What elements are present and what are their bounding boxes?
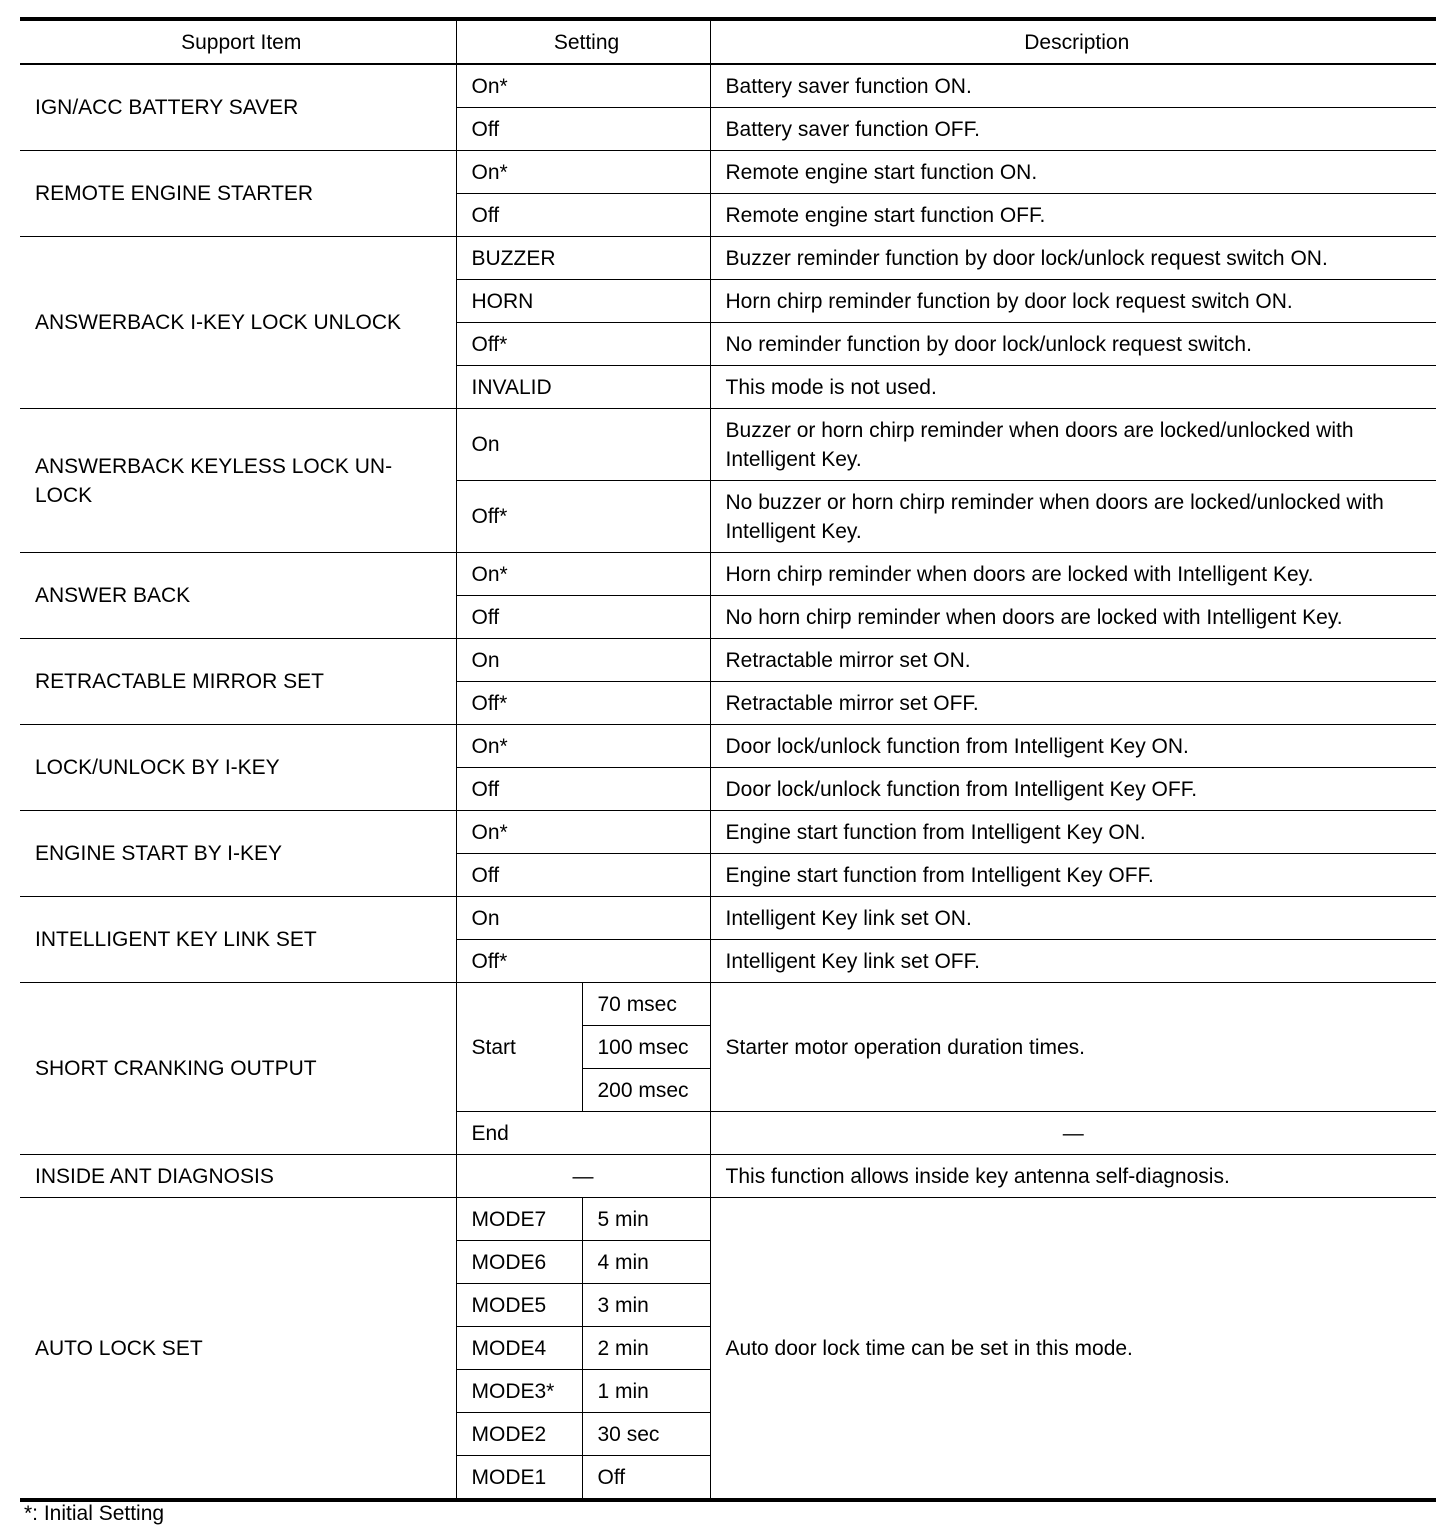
setting-cell: Off* — [456, 940, 710, 983]
mode-cell: MODE3* — [456, 1370, 582, 1413]
description-cell: Horn chirp reminder function by door lock request switch ON. — [710, 280, 1436, 323]
header-support-item: Support Item — [20, 19, 456, 64]
description-cell: Door lock/unlock function from Intelligent Key ON. — [710, 725, 1436, 768]
setting-cell: — — [456, 1155, 710, 1198]
mode-value-cell: 1 min — [582, 1370, 710, 1413]
description-cell: Intelligent Key link set ON. — [710, 897, 1436, 940]
support-item-cell: RETRACTABLE MIRROR SET — [20, 639, 456, 725]
setting-cell: Off — [456, 596, 710, 639]
setting-cell: Off — [456, 854, 710, 897]
support-item-cell: ANSWER BACK — [20, 553, 456, 639]
mode-cell: MODE4 — [456, 1327, 582, 1370]
description-cell: Buzzer or horn chirp reminder when doors are locked/unlocked with Intelligent Key. — [710, 409, 1436, 481]
setting-cell: HORN — [456, 280, 710, 323]
support-item-cell: AUTO LOCK SET — [20, 1198, 456, 1501]
table-row — [20, 151, 1436, 194]
description-cell: Buzzer reminder function by door lock/unlock request switch ON. — [710, 237, 1436, 280]
support-item-cell: INTELLIGENT KEY LINK SET — [20, 897, 456, 983]
mode-cell: MODE7 — [456, 1198, 582, 1241]
setting-cell: On* — [456, 151, 710, 194]
setting-cell: On* — [456, 64, 710, 108]
setting-cell: Off* — [456, 323, 710, 366]
setting-cell: On — [456, 639, 710, 682]
table-row — [20, 983, 1436, 1026]
setting-value-cell: 200 msec — [582, 1069, 710, 1112]
setting-value-cell: 70 msec — [582, 983, 710, 1026]
support-item-cell: LOCK/UNLOCK BY I-KEY — [20, 725, 456, 811]
setting-cell: End — [456, 1112, 710, 1155]
support-item-cell: IGN/ACC BATTERY SAVER — [20, 64, 456, 151]
setting-cell: On* — [456, 811, 710, 854]
setting-cell: BUZZER — [456, 237, 710, 280]
table-row — [20, 1155, 1436, 1198]
mode-cell: MODE6 — [456, 1241, 582, 1284]
mode-value-cell: 4 min — [582, 1241, 710, 1284]
description-cell: Starter motor operation duration times. — [710, 983, 1436, 1112]
support-item-cell: INSIDE ANT DIAGNOSIS — [20, 1155, 456, 1198]
table-row — [20, 725, 1436, 768]
description-cell: Engine start function from Intelligent Key OFF. — [710, 854, 1436, 897]
description-cell: No reminder function by door lock/unlock request switch. — [710, 323, 1436, 366]
table-row — [20, 897, 1436, 940]
table-row — [20, 237, 1436, 280]
description-cell: No buzzer or horn chirp reminder when doors are locked/unlocked with Intelligent Key. — [710, 481, 1436, 553]
setting-cell: On* — [456, 725, 710, 768]
mode-value-cell: 5 min — [582, 1198, 710, 1241]
mode-value-cell: Off — [582, 1456, 710, 1501]
description-cell: This function allows inside key antenna self-diagnosis. — [710, 1155, 1436, 1198]
description-cell: Remote engine start function OFF. — [710, 194, 1436, 237]
setting-value-cell: 100 msec — [582, 1026, 710, 1069]
mode-value-cell: 2 min — [582, 1327, 710, 1370]
setting-cell: Start — [456, 983, 582, 1112]
setting-cell: Off — [456, 768, 710, 811]
description-cell: Intelligent Key link set OFF. — [710, 940, 1436, 983]
setting-cell: INVALID — [456, 366, 710, 409]
setting-cell: Off — [456, 194, 710, 237]
table-header-row — [20, 19, 1436, 64]
support-item-cell: SHORT CRANKING OUTPUT — [20, 983, 456, 1155]
description-cell: Battery saver function OFF. — [710, 108, 1436, 151]
footnote: *: Initial Setting — [24, 1502, 165, 1525]
table-row — [20, 639, 1436, 682]
description-cell: This mode is not used. — [710, 366, 1436, 409]
setting-cell: Off* — [456, 481, 710, 553]
setting-cell: On* — [456, 553, 710, 596]
table-row — [20, 64, 1436, 108]
description-cell: Door lock/unlock function from Intelligent Key OFF. — [710, 768, 1436, 811]
description-cell: Remote engine start function ON. — [710, 151, 1436, 194]
description-cell: Battery saver function ON. — [710, 64, 1436, 108]
description-cell: Engine start function from Intelligent Key ON. — [710, 811, 1436, 854]
description-cell: Auto door lock time can be set in this mode. — [710, 1198, 1436, 1501]
description-cell: No horn chirp reminder when doors are locked with Intelligent Key. — [710, 596, 1436, 639]
header-description: Description — [710, 19, 1436, 64]
mode-value-cell: 3 min — [582, 1284, 710, 1327]
description-cell: — — [710, 1112, 1436, 1155]
support-item-cell: ANSWERBACK I-KEY LOCK UNLOCK — [20, 237, 456, 409]
support-items-table — [20, 17, 1436, 1502]
setting-cell: On — [456, 897, 710, 940]
setting-cell: On — [456, 409, 710, 481]
mode-cell: MODE2 — [456, 1413, 582, 1456]
support-item-cell: REMOTE ENGINE STARTER — [20, 151, 456, 237]
mode-cell: MODE5 — [456, 1284, 582, 1327]
table-row — [20, 811, 1436, 854]
setting-cell: Off* — [456, 682, 710, 725]
setting-cell: Off — [456, 108, 710, 151]
support-item-cell: ENGINE START BY I-KEY — [20, 811, 456, 897]
mode-cell: MODE1 — [456, 1456, 582, 1501]
table-row — [20, 1198, 1436, 1241]
description-cell: Retractable mirror set ON. — [710, 639, 1436, 682]
support-item-cell: ANSWERBACK KEYLESS LOCK UN-LOCK — [20, 409, 456, 553]
description-cell: Retractable mirror set OFF. — [710, 682, 1436, 725]
description-cell: Horn chirp reminder when doors are locked with Intelligent Key. — [710, 553, 1436, 596]
header-setting: Setting — [456, 19, 710, 64]
table-row — [20, 409, 1436, 481]
table-row — [20, 553, 1436, 596]
mode-value-cell: 30 sec — [582, 1413, 710, 1456]
